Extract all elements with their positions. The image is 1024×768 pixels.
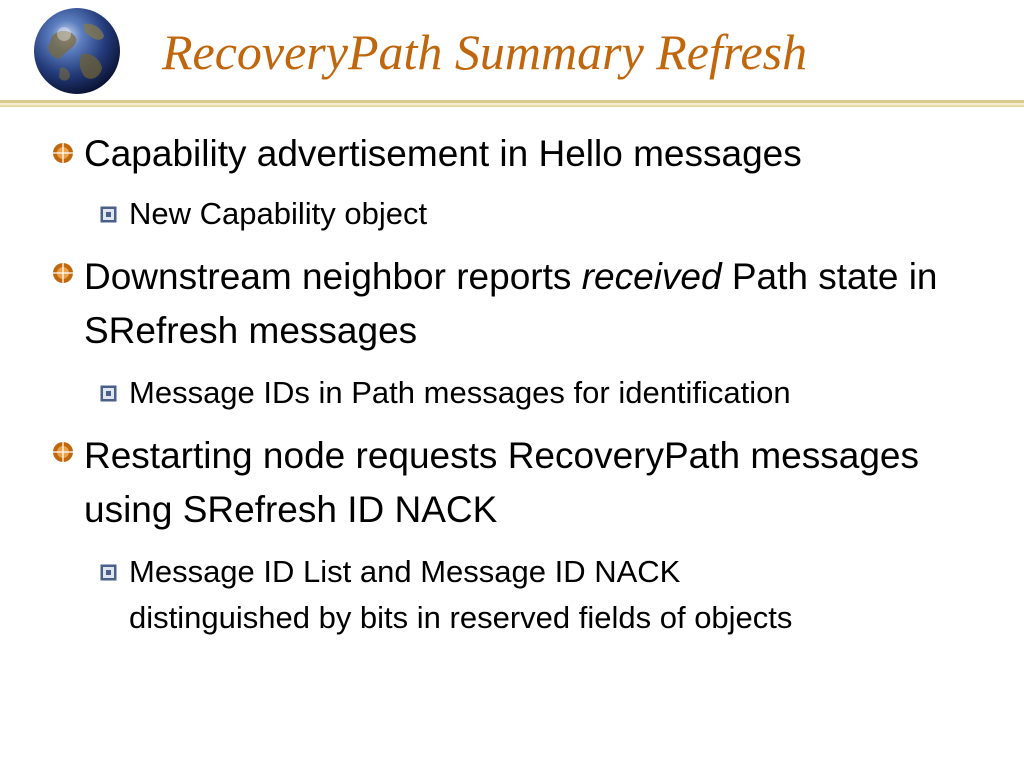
square-bullet-icon	[100, 564, 117, 581]
sun-bullet-icon	[52, 262, 74, 284]
square-bullet-icon	[100, 385, 117, 402]
bullet-2-text	[84, 250, 994, 358]
bullet-3-sub-1-text: Message ID List and Message ID NACK distinguished by bits in reserved fields of objects	[129, 554, 793, 635]
sun-bullet-icon	[52, 142, 74, 164]
bullet-2-sub-1-text: Message IDs in Path messages for identification	[129, 375, 791, 410]
bullet-1-text: Capability advertisement in Hello messages	[84, 133, 802, 174]
bullet-2-text-end: Path state in SRefresh messages	[84, 256, 938, 351]
bullet-1-sub-1-text: New Capability object	[129, 196, 428, 231]
bullet-3-text: Restarting node requests RecoveryPath messages using SRefresh ID NACK	[84, 435, 919, 530]
bullet-2-text-start: Downstream neighbor reports	[84, 256, 582, 297]
slide-title: RecoveryPath Summary Refresh	[162, 24, 808, 80]
square-bullet-icon	[100, 206, 117, 223]
bullet-2-text-emphasis: received	[581, 256, 722, 297]
sun-bullet-icon	[52, 441, 74, 463]
